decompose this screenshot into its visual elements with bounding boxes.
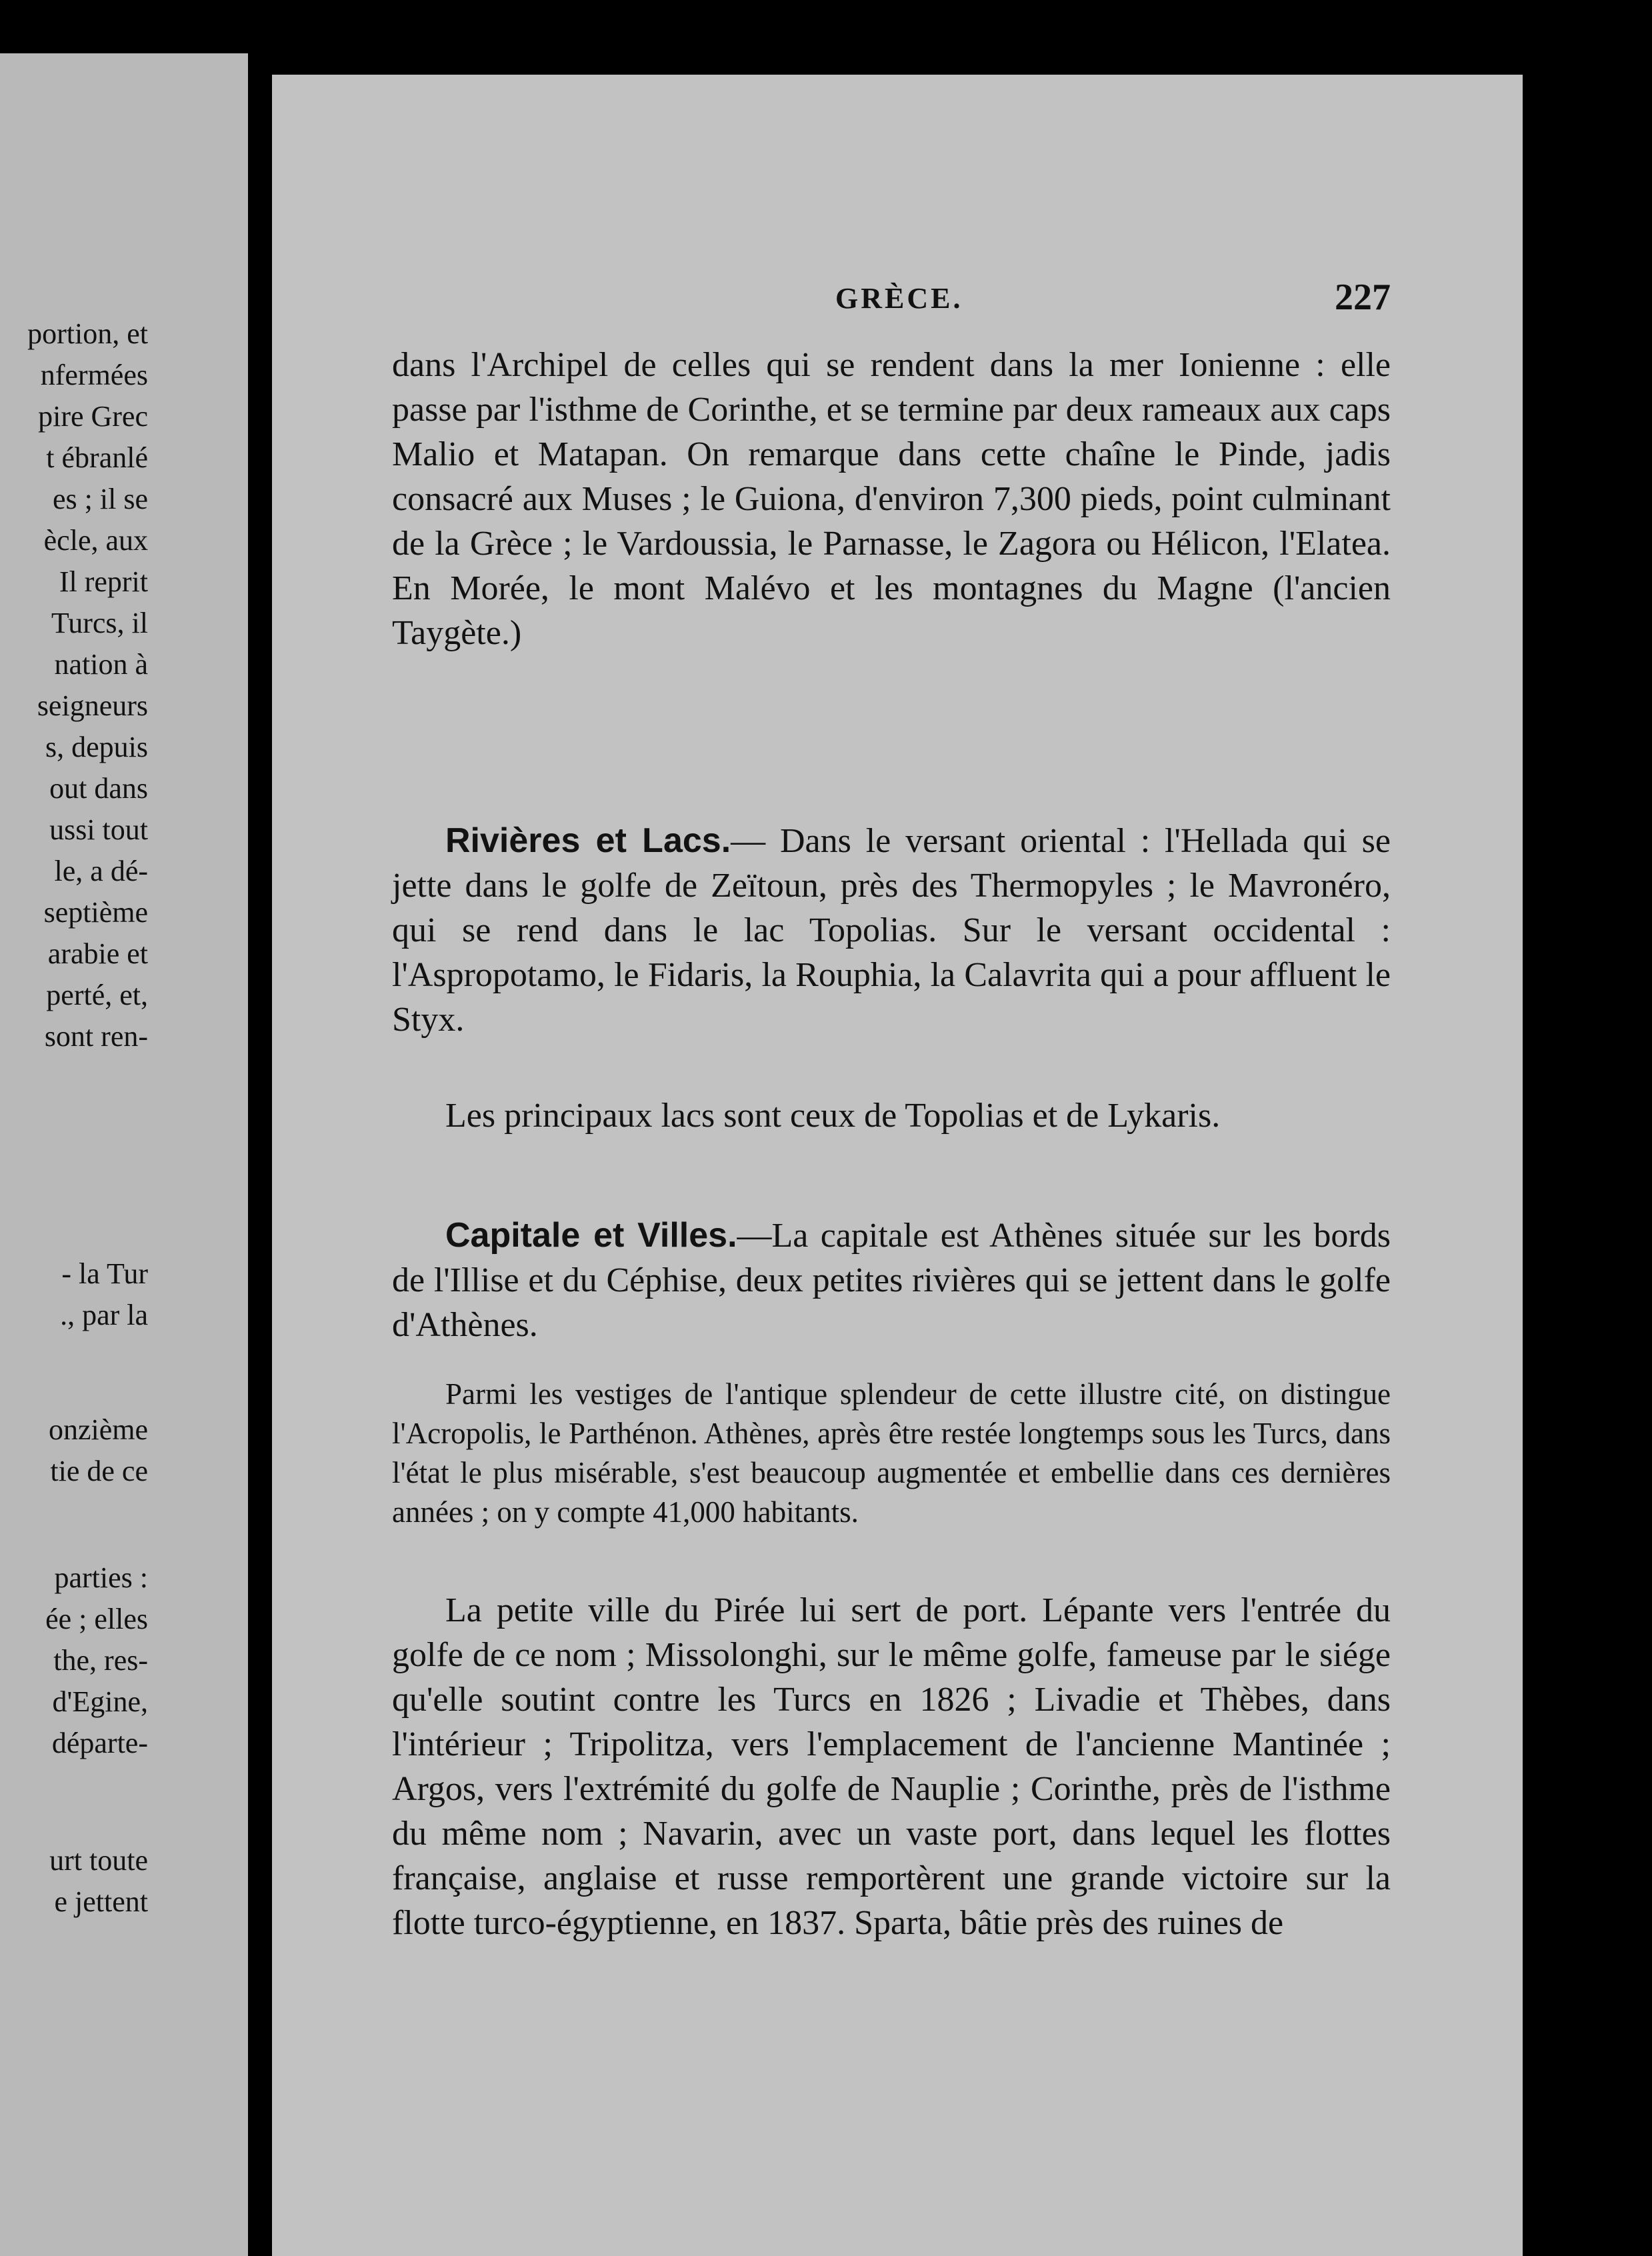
left-page-line: Turcs, il <box>51 607 148 639</box>
left-page-line: urt toute <box>49 1844 148 1877</box>
left-page-line: parties : <box>54 1561 148 1594</box>
left-page-line: e jettent <box>54 1885 148 1918</box>
section-heading-rivers: Rivières et Lacs. <box>445 821 731 860</box>
left-page-line: nation à <box>54 648 148 681</box>
left-page-line: ècle, aux <box>43 524 148 557</box>
paragraph-athens-vestiges: Parmi les vestiges de l'antique splendeur de cette illustre cité, on distingue l'Acropolis, le Parthénon. Athènes, après être restée longtemps sous les Turcs, dans l'état le plus misérable, s'est beaucoup augmentée et embellie dans ces dernières années ; on y compte 41,000 habitants. <box>392 1377 1391 1529</box>
section-text-capital: La capitale est Athènes située sur les bords de l'Illise et du Céphise, deux petites rivières qui se jettent dans le golfe d'Athènes. <box>392 1217 1391 1344</box>
section-rivers-lakes <box>392 819 1391 1042</box>
left-page-line: arabie et <box>47 937 148 970</box>
left-page-line: pire Grec <box>38 400 148 433</box>
left-page-line: Il reprit <box>59 565 148 598</box>
left-page-line: ussi tout <box>49 813 148 846</box>
page-number: 227 <box>1335 277 1391 318</box>
section-capital-cities <box>392 1213 1391 1347</box>
page-header <box>272 277 1391 335</box>
right-border <box>1523 0 1652 2256</box>
paragraph-mountains: dans l'Archipel de celles qui se rendent dans la mer Ionienne : elle passe par l'isthme de Corinthe, et se termine par deux rameaux aux caps Malio et Matapan. On remarque dans cette chaîne le Pinde, jadis consacré aux Muses ; le Guiona, d'environ 7,300 pieds, point culminant de la Grèce ; le Vardoussia, le Parnasse, le Zagora ou Hélicon, l'Elatea. En Morée, le mont Malévo et les montagnes du Magne (l'ancien Taygète.) <box>392 346 1391 652</box>
section-dash: — <box>731 822 766 860</box>
section-text-rivers: Dans le versant oriental : l'Hellada qui se jette dans le golfe de Zeïtoun, près des Thermopyles ; le Mavronéro, qui se rend dans le lac Topolias. Sur le versant occidental : l'Aspropotamo, le Fidaris, la Rouphia, la Calavrita qui a pour affluent le Styx. <box>392 822 1391 1039</box>
section-heading-capital: Capitale et Villes. <box>445 1216 737 1255</box>
left-page-line: le, a dé- <box>54 855 148 887</box>
left-page-line: ée ; elles <box>45 1603 148 1635</box>
left-page-line: tie de ce <box>50 1455 148 1487</box>
left-page-line: ., par la <box>60 1299 148 1331</box>
left-page-line: the, res- <box>53 1644 148 1677</box>
left-page-line: d'Egine, <box>52 1685 148 1718</box>
page-gutter <box>248 0 272 2256</box>
left-page-line: perté, et, <box>46 979 148 1011</box>
running-head: GRÈCE. <box>835 282 963 315</box>
left-page-line: nfermées <box>40 359 148 391</box>
left-page-line: septième <box>43 896 148 929</box>
left-page-line: départe- <box>51 1727 148 1759</box>
left-page-line: t ébranlé <box>46 441 148 474</box>
left-page-line: - la Tur <box>61 1257 148 1290</box>
left-page-line: sont ren- <box>44 1020 148 1053</box>
paragraph-towns: La petite ville du Pirée lui sert de port. Lépante vers l'entrée du golfe de ce nom ; Missolonghi, sur le même golfe, fameuse par le siége qu'elle soutint contre les Turcs en 1826 ; Livadie et Thèbes, dans l'intérieur ; Tripolitza, vers l'emplacement de l'ancienne Mantinée ; Argos, vers l'extrémité du golfe de Nauplie ; Corinthe, près de l'isthme du même nom ; Navarin, avec un vaste port, dans lequel les flottes française, anglaise et russe remportèrent une grande victoire sur la flotte turco-égyptienne, en 1837. Sparta, bâtie près des ruines de <box>392 1591 1391 1942</box>
left-page <box>0 53 248 2256</box>
right-page <box>272 75 1523 2256</box>
left-page-line: seigneurs <box>37 689 148 722</box>
paragraph-lakes: Les principaux lacs sont ceux de Topolias et de Lykaris. <box>445 1097 1221 1135</box>
section-dash: — <box>737 1217 772 1255</box>
left-page-line: onzième <box>48 1413 148 1446</box>
left-page-line: s, depuis <box>45 731 148 763</box>
left-page-line: portion, et <box>27 317 148 350</box>
left-page-line: out dans <box>49 772 148 805</box>
left-page-line: es ; il se <box>53 483 148 515</box>
